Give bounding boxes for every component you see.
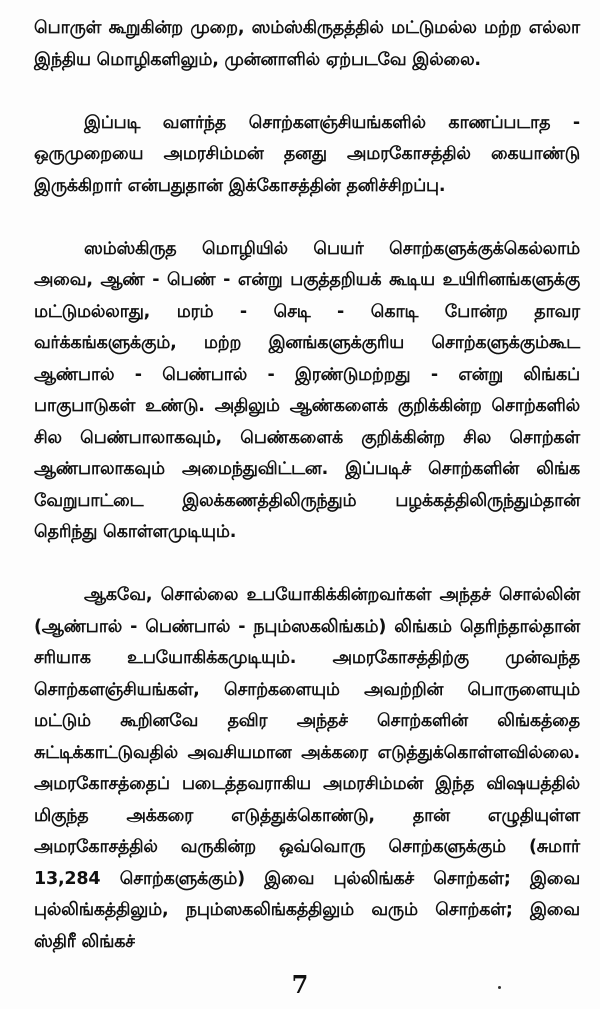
paragraph-1: பொருள் கூறுகின்ற முறை, ஸம்ஸ்கிருதத்தில் மட்டுமல்ல மற்ற எல்லா இந்திய மொழிகளிலும், முன்னாளில் ஏற்படவே இல்லை.: [34, 18, 580, 70]
paragraph-gap: [34, 549, 580, 581]
paragraph-4: ஆகவே, சொல்லை உபயோகிக்கின்றவர்கள் அந்தச் சொல்லின் (ஆண்பால் - பெண்பால் - நபும்ஸகலிங்கம்) லிங்கம் தெரிந்தால்தான் சரியாக உபயோகிக்கமுடியும். அமரகோசத்திற்கு முன்வந்த சொற்களஞ்சியங்கள், சொற்களையும் அவற்றின் பொருளையும் மட்டும் கூறினவே தவிர அந்தச் சொற்களின் லிங்கத்தை சுட்டிக்காட்டுவதில் அவசியமான அக்கரை எடுத்துக்கொள்ளவில்லை. அமரகோசத்தைப் படைத்தவராகிய அமரசிம்மன் இந்த விஷயத்தில் மிகுந்த அக்கரை எடுத்துக்கொண்டு, தான் எழுதியுள்ள அமரகோசத்தில் வருகின்ற ஒவ்வொரு சொற்களுக்கும் (சுமார் 13,284 சொற்களுக்கும்) இவை புல்லிங்கச் சொற்கள்; இவை புல்லிங்கத்திலும், நபும்ஸகலிங்கத்திலும் வரும் சொற்கள்; இவை ஸ்திரீ லிங்கச்: [34, 585, 580, 952]
page-number: 7: [291, 970, 309, 999]
scan-speck: [498, 986, 501, 989]
paragraph-3: ஸம்ஸ்கிருத மொழியில் பெயர் சொற்களுக்குக்கெல்லாம் அவை, ஆண் - பெண் - என்று பகுத்தறியக் கூடிய உயிரினங்களுக்கு மட்டுமல்லாது, மரம் - செடி - கொடி போன்ற தாவர வர்க்கங்களுக்கும், மற்ற இனங்களுக்குரிய சொற்களுக்கும்கூட ஆண்பால் - பெண்பால் - இரண்டுமற்றது - என்று லிங்கப் பாகுபாடுகள் உண்டு. அதிலும் ஆண்களைக் குறிக்கின்ற சொற்களில் சில பெண்பாலாகவும், பெண்களைக் குறிக்கின்ற சில சொற்கள் ஆண்பாலாகவும் அமைந்துவிட்டன. இப்படிச் சொற்களின் லிங்க வேறுபாட்டை இலக்கணத்திலிருந்தும் பழக்கத்திலிருந்தும்தான் தெரிந்து கொள்ளமுடியும்.: [34, 238, 580, 542]
body-text: [34, 13, 580, 958]
paragraph-gap: [34, 202, 580, 234]
paragraph-2: இப்படி வளர்ந்த சொற்களஞ்சியங்களில் காணப்படாத - ஒருமுறையை அமரசிம்மன் தனது அமரகோசத்தில் கையாண்டு இருக்கிறார் என்பதுதான் இக்கோசத்தின் தனிச்சிறப்பு.: [34, 112, 580, 196]
paragraph-gap: [34, 76, 580, 108]
